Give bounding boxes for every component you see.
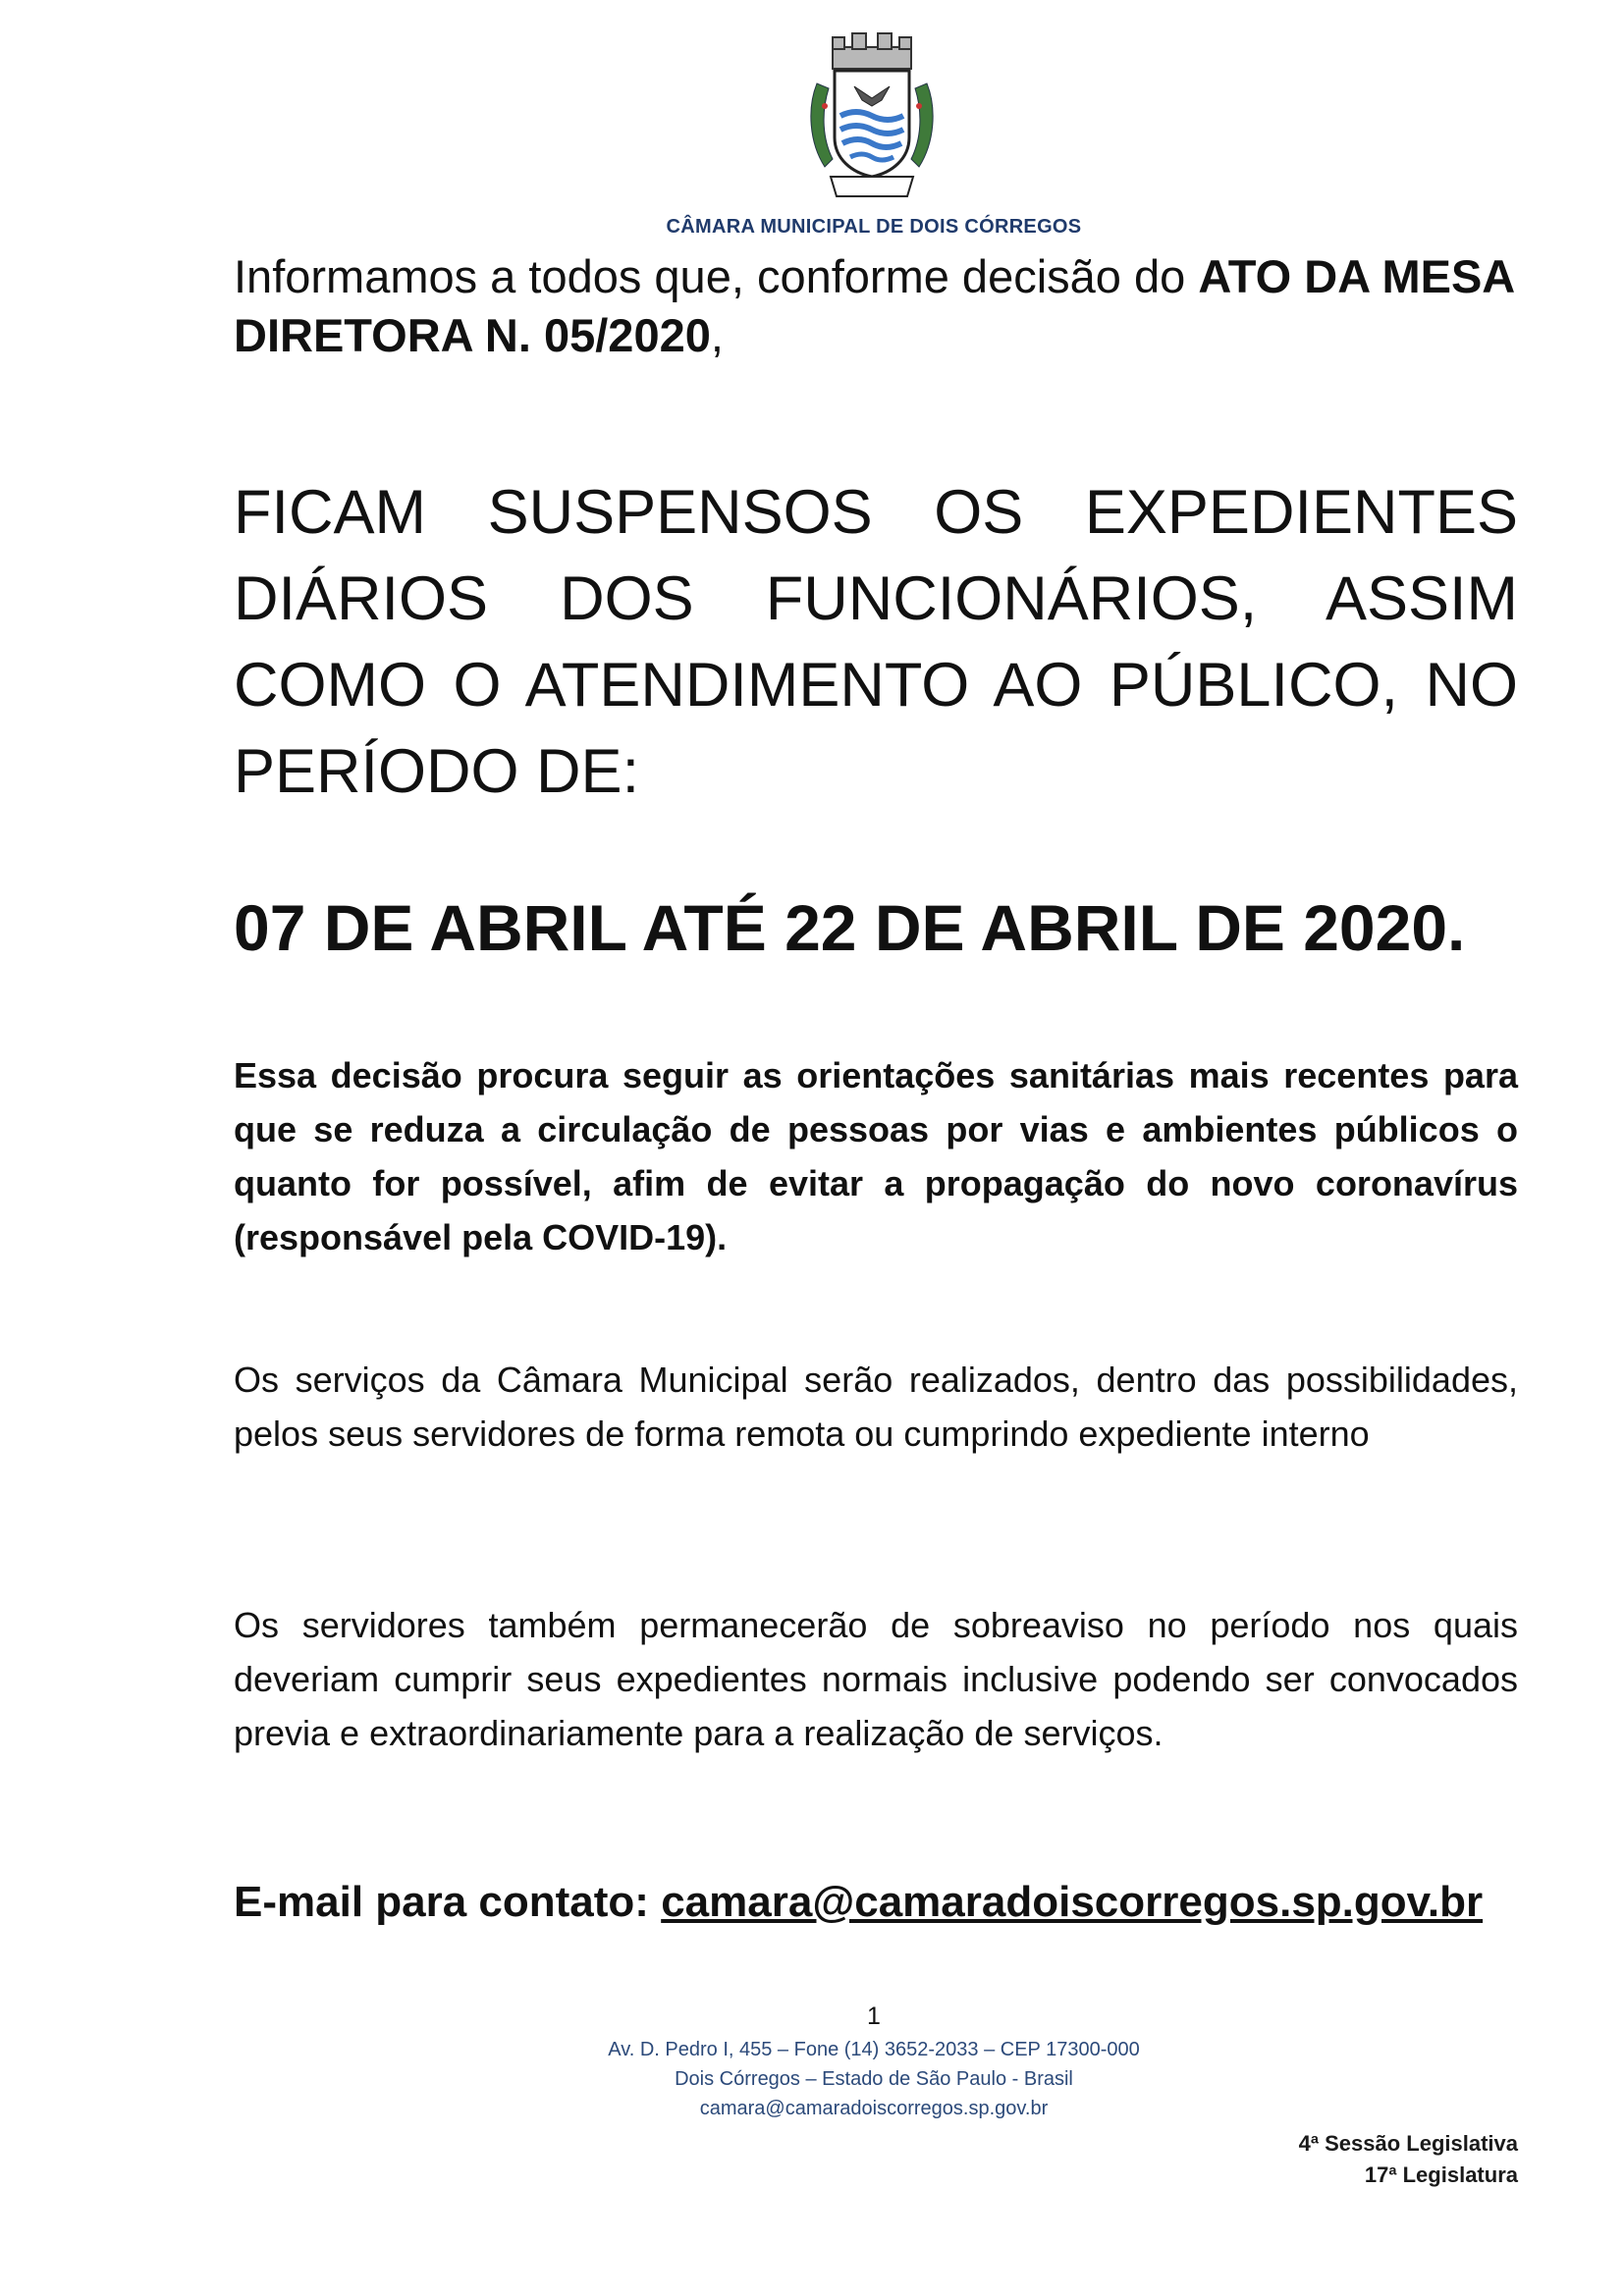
contact-line xyxy=(234,1875,1518,1930)
suspension-period: 07 DE ABRIL ATÉ 22 DE ABRIL DE 2020. xyxy=(234,891,1466,964)
health-guidance-paragraph: Essa decisão procura seguir as orientações sanitárias mais recentes para que se reduza a circulação de pessoas por vias e ambientes públicos o quanto for possível, afim de evitar a propagação do novo coronavírus (responsável pela COVID-19). xyxy=(234,1055,1518,1257)
legislature-label: 17ª Legislatura xyxy=(1364,2163,1518,2187)
intro-suffix: , xyxy=(710,309,724,361)
footer-address: Av. D. Pedro I, 455 – Fone (14) 3652-2033 – CEP 17300-000 xyxy=(608,2039,1140,2060)
remote-services-paragraph: Os serviços da Câmara Municipal serão realizados, dentro das possibilidades, pelos seus servidores de forma remota ou cumprindo expediente interno xyxy=(234,1360,1518,1454)
intro-prefix: Informamos a todos que, conforme decisão do xyxy=(234,250,1199,302)
legislative-session-block xyxy=(1299,2128,1518,2191)
footer-city: Dois Córregos – Estado de São Paulo - Brasil xyxy=(675,2068,1073,2090)
chamber-name: CÂMARA MUNICIPAL DE DOIS CÓRREGOS xyxy=(666,216,1082,238)
session-label: 4ª Sessão Legislativa xyxy=(1298,2131,1518,2156)
suspension-statement: FICAM SUSPENSOS OS EXPEDIENTES DIÁRIOS DOS FUNCIONÁRIOS, ASSIM COMO O ATENDIMENTO AO PÚBLICO, NO PERÍODO DE: xyxy=(234,478,1518,806)
page-number: 1 xyxy=(867,2002,881,2030)
contact-email-link[interactable]: camara@camaradoiscorregos.sp.gov.br xyxy=(661,1878,1484,1926)
act-reference: ATO DA MESA DIRETORA N. 05/2020 xyxy=(234,250,1514,361)
intro-paragraph xyxy=(234,247,1518,365)
standby-paragraph: Os servidores também permanecerão de sobreaviso no período nos quais deveriam cumprir seus expedientes normais inclusive podendo ser convocados previa e extraordinariamente para a realização de serviços. xyxy=(234,1605,1518,1753)
contact-label: E-mail para contato: xyxy=(234,1878,662,1926)
municipal-crest-icon xyxy=(803,29,941,206)
footer-email: camara@camaradoiscorregos.sp.gov.br xyxy=(699,2098,1049,2119)
